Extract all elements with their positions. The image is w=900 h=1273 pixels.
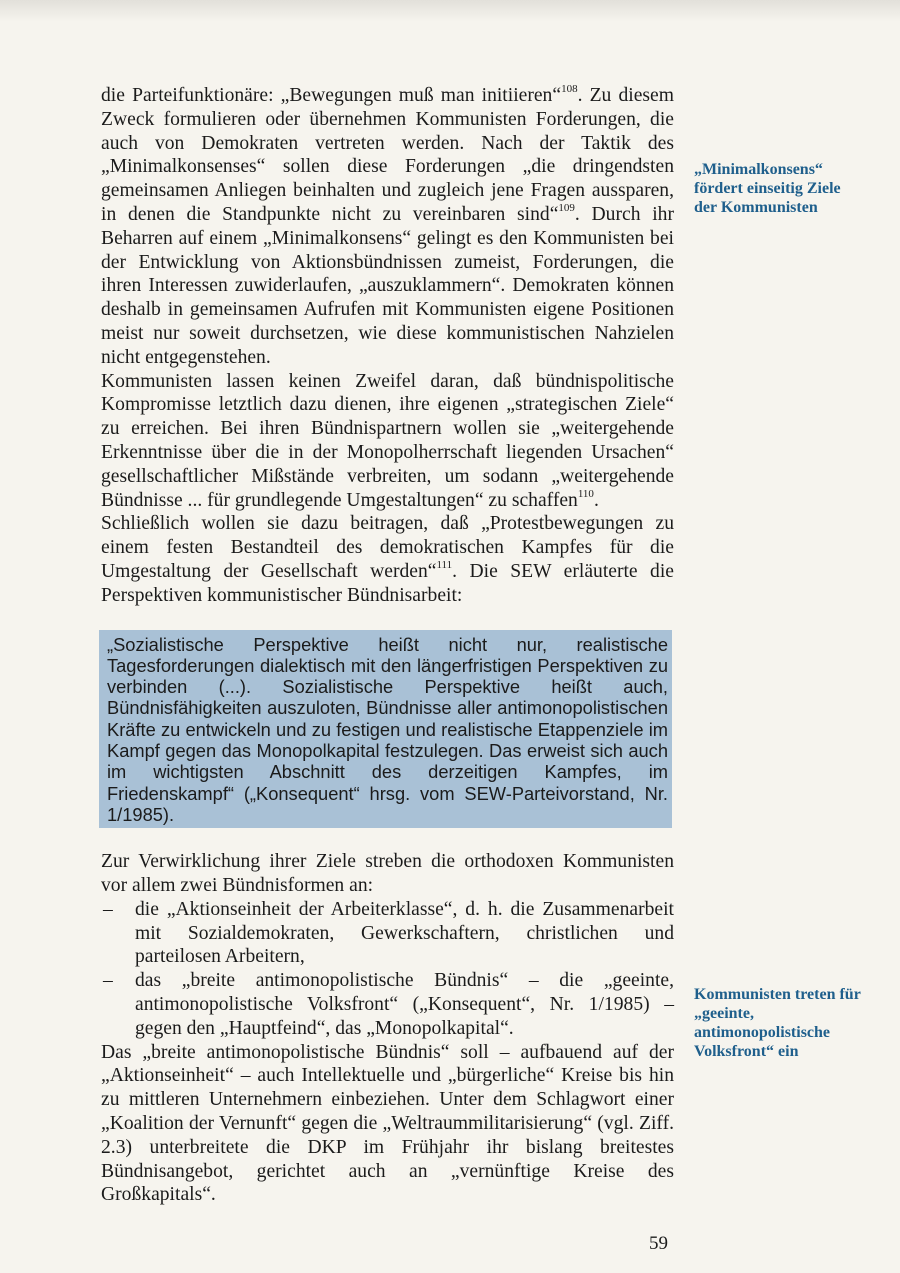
paragraph-2: Kommunisten lassen keinen Zweifel daran, daß bündnispolitische Kompromisse letztlich dazu dienen, ihre eigenen „strategischen Ziele“ zu erreichen. Bei ihren Bündnispartnern wollen sie „weitergehende Erkenntnisse über die in der Monopolherrschaft liegenden Ursachen“ gesellschaftlicher Mißstände verbreiten, um sodann „weitergehende Bündnisse ... für grundlegende Umgestaltungen“ zu schaffen$^{110}$. — [101, 370, 674, 511]
list-item: – die „Aktionseinheit der Arbeiterklasse“, d. h. die Zusammenarbeit mit Sozialdemokraten, Gewerkschaftern, christlichen und parteilosen Arbeitern, — [103, 898, 674, 968]
highlighted-quote — [99, 630, 672, 829]
footnote-ref-110: 110 — [577, 488, 594, 501]
list-item: – das „breite antimonopolistische Bündnis“ – die „geeinte, antimonopolistische Volksfront“ („Konsequent“, Nr. 1/1985) – gegen den „Hauptfeind“, das „Monopolkapital“. — [103, 970, 674, 1039]
scan-top-shadow — [0, 0, 900, 22]
alliance-forms-list — [101, 898, 674, 1041]
list-dash: – — [103, 898, 113, 920]
footnote-ref-108: 108 — [561, 83, 578, 96]
main-text-column — [101, 84, 674, 1207]
section2-closing: Das „breite antimonopolistische Bündnis“ soll – aufbauend auf der „Aktionseinheit“ – auch Intellektuelle und „bürgerliche“ Kreise bis hin zu mittleren Unternehmern einbeziehen. Unter dem Schlagwort einer „Koalition der Vernunft“ gegen die „Weltraummilitarisierung“ (vgl. Ziff. 2.3) unterbreitete die DKP im Frühjahr ihr bislang breitestes Bündnisangebot, gerichtet auch an „vernünftige Kreise des Großkapitals“. — [101, 1041, 674, 1206]
margin-note-volksfront: Kommunisten treten für „geeinte, antimonopolistische Volksfront“ ein — [694, 986, 861, 1060]
quote-text: „Sozialistische Perspektive heißt nicht nur, realistische Tagesforderungen dialektisch mit den längerfristigen Perspektiven zu verbinden (...). Sozialistische Perspektive heißt auch, Bündnisfähigkeiten auszuloten, Bündnisse aller antimonopolistischen Kräfte zu entwickeln und zu festigen und realistische Etappenziele im Kampf gegen das Monopolkapital festzulegen. Das erweist sich auch im wichtigsten Abschnitt des derzeitigen Kampfes, im Friedenskampf“ („Konsequent“ hrsg. vom SEW-Parteivorstand, Nr. 1/1985). — [107, 633, 668, 825]
paragraph-1: die Parteifunktionäre: „Bewegungen muß man initiieren“$^{108}$. Zu diesem Zweck formulieren oder übernehmen Kommunisten Forderungen, die auch von Demokraten vertreten werden. Nach der Taktik des „Minimalkonsenses“ sollen diese Forderungen „die dringendsten gemeinsamen Anliegen beinhalten und zugleich jene Fragen aussparen, in denen die Standpunkte nicht zu vereinbaren sind“$^{109}$. Durch ihr Beharren auf einem „Minimalkonsens“ gelingt es den Kommunisten bei der Entwicklung von Aktionsbündnissen zumeist, Forderungen, die ihren Interessen zuwiderlaufen, „auszuklammern“. Demokraten können deshalb in gemeinsamen Aufrufen mit Kommunisten eigene Positionen meist nur soweit durchsetzen, wie diese kommunistischen Nahzielen nicht entgegenstehen. — [101, 83, 674, 368]
list-dash: – — [103, 970, 113, 992]
paragraph-3: Schließlich wollen sie dazu beitragen, daß „Protestbewegungen zu einem festen Bestandteil des demokratischen Kampfes für die Umgestaltung der Gesellschaft werden“$^{111}$. Die SEW erläuterte die Perspektiven kommunistischer Bündnisarbeit: — [101, 513, 674, 606]
footnote-ref-109: 109 — [558, 202, 575, 215]
footnote-ref-111: 111 — [436, 559, 453, 572]
margin-note-minimalkonsens: „Minimalkonsens“ fördert einseitig Ziele der Kommunisten — [694, 161, 841, 216]
page-number: 59 — [649, 1233, 668, 1254]
section2-intro: Zur Verwirklichung ihrer Ziele streben die orthodoxen Kommunisten vor allem zwei Bündnisformen an: — [101, 851, 674, 896]
